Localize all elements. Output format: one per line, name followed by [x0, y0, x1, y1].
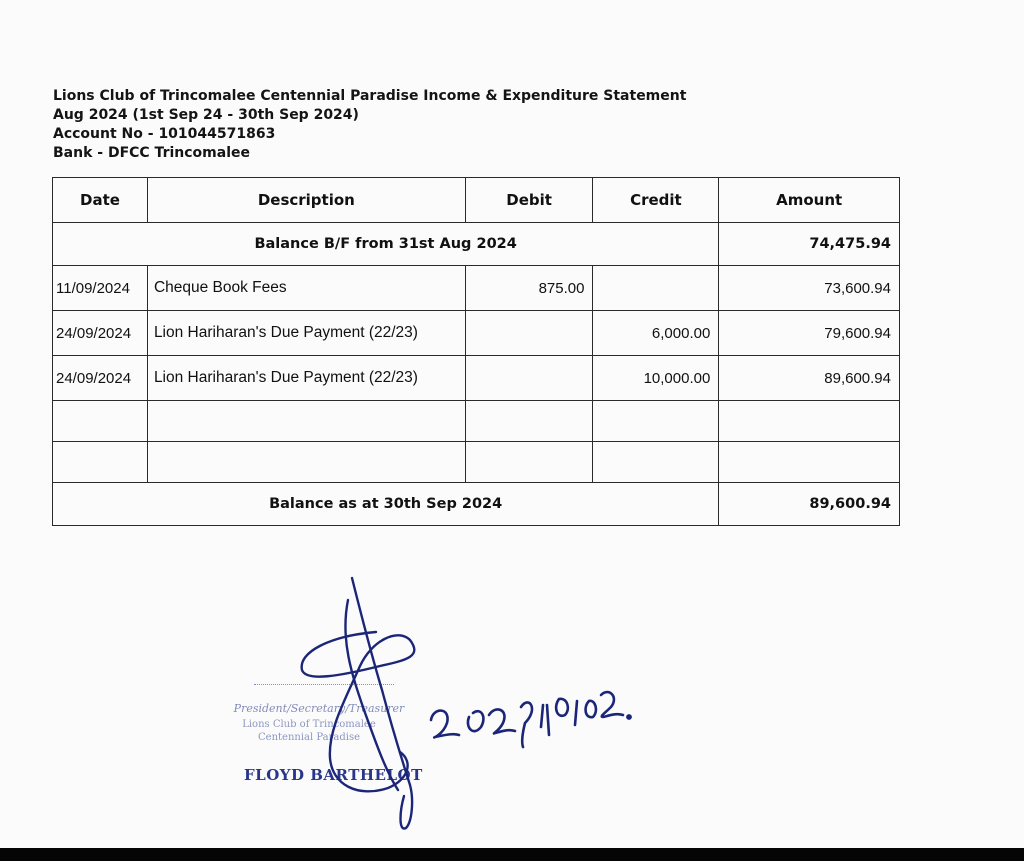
statement-period: Aug 2024 (1st Sep 24 - 30th Sep 2024) — [53, 107, 359, 123]
handwritten-signature-icon — [290, 570, 440, 835]
stamp-name: FLOYD BARTHELOT — [244, 766, 423, 784]
row-date: 11/09/2024 — [53, 266, 148, 311]
empty-cell — [147, 442, 465, 483]
stamp-org-line2: Centennial Paradise — [258, 732, 360, 743]
empty-cell — [53, 401, 148, 442]
row-amount: 73,600.94 — [719, 266, 900, 311]
column-header-date: Date — [53, 178, 148, 223]
row-credit: 10,000.00 — [593, 356, 719, 401]
row-description: Lion Hariharan's Due Payment (22/23) — [147, 311, 465, 356]
empty-cell — [53, 442, 148, 483]
empty-cell — [719, 442, 900, 483]
table-row — [53, 266, 900, 311]
closing-balance-label: Balance as at 30th Sep 2024 — [53, 483, 719, 526]
row-debit: 875.00 — [465, 266, 593, 311]
column-header-debit: Debit — [465, 178, 593, 223]
table-header-row — [53, 178, 900, 223]
closing-balance-row — [53, 483, 900, 526]
table-row — [53, 311, 900, 356]
column-header-description: Description — [147, 178, 465, 223]
balance-bf-amount: 74,475.94 — [719, 223, 900, 266]
row-date: 24/09/2024 — [53, 311, 148, 356]
balance-brought-forward-row — [53, 223, 900, 266]
bank-name: Bank - DFCC Trincomalee — [53, 145, 250, 161]
column-header-credit: Credit — [593, 178, 719, 223]
column-header-amount: Amount — [719, 178, 900, 223]
bottom-bar — [0, 848, 1024, 861]
empty-cell — [465, 401, 593, 442]
statement-table — [52, 177, 900, 526]
stamp-org-line1: Lions Club of Trincomalee — [242, 719, 376, 730]
row-description: Lion Hariharan's Due Payment (22/23) — [147, 356, 465, 401]
account-number: Account No - 101044571863 — [53, 126, 276, 142]
row-debit — [465, 356, 593, 401]
statement-title: Lions Club of Trincomalee Centennial Paradise Income & Expenditure Statement — [53, 88, 687, 104]
balance-bf-label: Balance B/F from 31st Aug 2024 — [53, 223, 719, 266]
empty-cell — [593, 401, 719, 442]
row-amount: 89,600.94 — [719, 356, 900, 401]
statement-header — [53, 87, 686, 163]
empty-cell — [147, 401, 465, 442]
stamp-title: President/Secretary/Treasurer — [233, 702, 405, 715]
row-debit — [465, 311, 593, 356]
row-credit — [593, 266, 719, 311]
empty-row — [53, 401, 900, 442]
closing-balance-amount: 89,600.94 — [719, 483, 900, 526]
empty-cell — [719, 401, 900, 442]
row-credit: 6,000.00 — [593, 311, 719, 356]
empty-row — [53, 442, 900, 483]
table-row — [53, 356, 900, 401]
row-description: Cheque Book Fees — [147, 266, 465, 311]
empty-cell — [593, 442, 719, 483]
row-date: 24/09/2024 — [53, 356, 148, 401]
row-amount: 79,600.94 — [719, 311, 900, 356]
handwritten-date-icon — [425, 665, 635, 750]
empty-cell — [465, 442, 593, 483]
